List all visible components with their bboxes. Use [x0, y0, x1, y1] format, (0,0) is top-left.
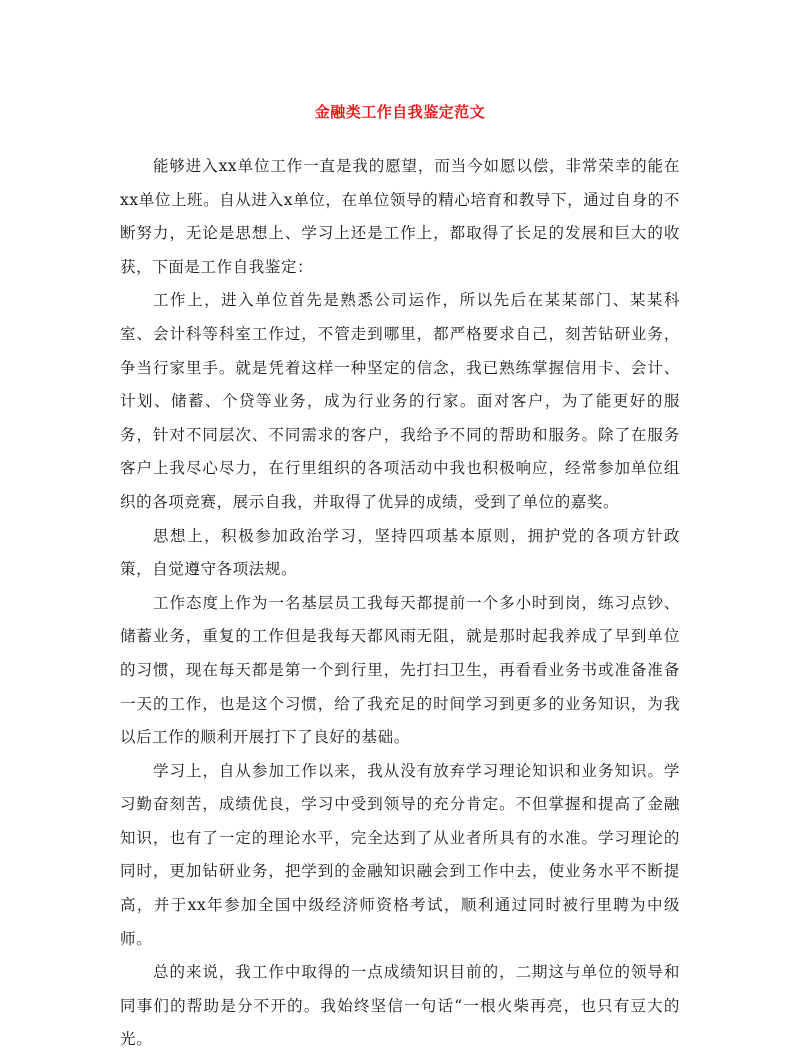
paragraph-intro: 能够进入xx单位工作一直是我的愿望，而当今如愿以偿，非常荣幸的能在xx单位上班。自从进入x单位，在单位领导的精心培育和教导下，通过自身的不断努力，无论是思想上、学习上还是工作上，都取得了长足的发展和巨大的收获，下面是工作自我鉴定：: [120, 157, 680, 276]
paragraph-study: 学习上，自从参加工作以来，我从没有放弃学习理论知识和业务知识。学习勤奋刻苦，成绩优良，学习中受到领导的充分肯定。不但掌握和提高了金融知识，也有了一定的理论水平，完全达到了从业者所具有的水准。学习理论的同时，更加钻研业务，把学到的金融知识融会到工作中去，使业务水平不断提高，并于xx年参加全国中级经济师资格考试，顺利通过同时被行里聘为中级师。: [120, 761, 680, 948]
paragraph-work: 工作上，进入单位首先是熟悉公司运作，所以先后在某某部门、某某科室、会计科等科室工作过，不管走到哪里，都严格要求自己，刻苦钻研业务，争当行家里手。就是凭着这样一种坚定的信念，我已熟练掌握信用卡、会计、计划、储蓄、个贷等业务，成为行业务的行家。面对客户，为了能更好的服务，针对不同层次、不同需求的客户，我给予不同的帮助和服务。除了在服务客户上我尽心尽力，在行里组织的各项活动中我也积极响应，经常参加单位组织的各项竞赛，展示自我，并取得了优异的成绩，受到了单位的嘉奖。: [120, 291, 680, 511]
document-body: [120, 150, 680, 1057]
paragraph-thought: 思想上，积极参加政治学习，坚持四项基本原则，拥护党的各项方针政策，自觉遵守各项法规。: [120, 526, 680, 579]
paragraph-summary: 总的来说，我工作中取得的一点成绩知识目前的，二期这与单位的领导和同事们的帮助是分不开的。我始终坚信一句话“一根火柴再亮，也只有豆大的光。: [120, 963, 680, 1049]
document-title: 金融类工作自我鉴定范文: [314, 103, 486, 121]
paragraph-attitude: 工作态度上作为一名基层员工我每天都提前一个多小时到岗，练习点钞、储蓄业务，重复的工作但是我每天都风雨无阻，就是那时起我养成了早到单位的习惯，现在每天都是第一个到行里，先打扫卫生，再看看业务书或准备准备一天的工作，也是这个习惯，给了我充足的时间学习到更多的业务知识，为我以后工作的顺利开展打下了良好的基础。: [120, 593, 680, 747]
